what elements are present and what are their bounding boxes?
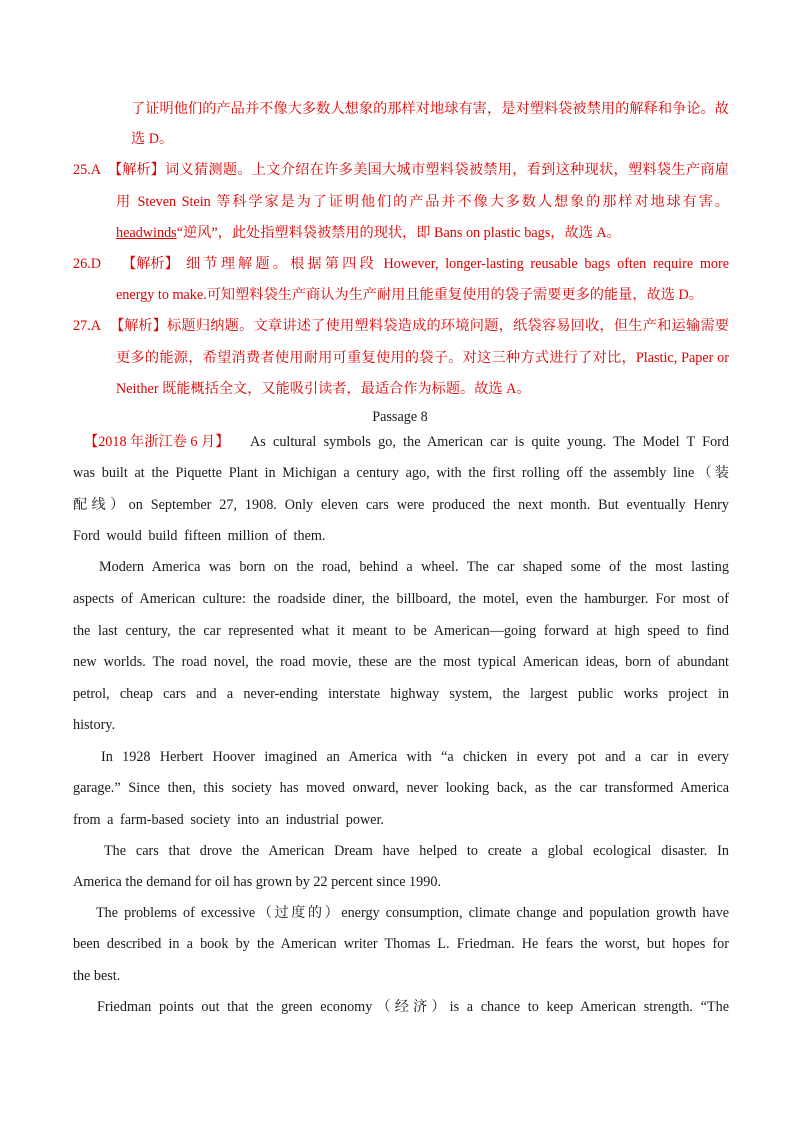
- p4-line-2: America the demand for oil has grown by 22 percent since 1990.: [73, 874, 441, 890]
- p4-line-1: The cars that drove the American Dream have helped to create a global ecological disaster. In: [104, 843, 729, 859]
- p3-line-2: garage.” Since then, this society has moved onward, never looking back, as the car transformed America: [73, 780, 729, 796]
- p2-line-3: the last century, the car represented what it meant to be American—going forward at high speed to find: [73, 623, 729, 639]
- p6-line-1: Friedman points out that the green economy（经济）is a chance to keep American strength. “The: [97, 999, 729, 1015]
- answer-27-line-1: 标题归纳题。文章讲述了使用塑料袋造成的环境问题，纸袋容易回收，但生产和运输需要: [167, 318, 729, 334]
- p2-line-5: petrol, cheap cars and a never-ending interstate highway system, the largest public works project in: [73, 686, 729, 702]
- p2-line-4: new worlds. The road novel, the road movie, these are the most typical American ideas, born of abundant: [73, 654, 729, 670]
- p3-line-1: In 1928 Herbert Hoover imagined an America with “a chicken in every pot and a car in every: [101, 749, 729, 765]
- p5-line-3: the best.: [73, 968, 121, 984]
- passage-source: 【2018 年浙江卷 6 月】: [84, 434, 230, 450]
- p1-line-4: Ford would build fifteen million of them.: [73, 528, 326, 544]
- p2-line-6: history.: [73, 717, 116, 733]
- p1-line-1: As cultural symbols go, the American car is quite young. The Model T Ford: [250, 434, 729, 450]
- p2-line-2: aspects of American culture: the roadside diner, the billboard, the motel, even the hamburger. For most of: [73, 591, 729, 607]
- p1-line-2: was built at the Piquette Plant in Michigan a century ago, with the first rolling off the assembly line（装: [73, 465, 729, 481]
- answer-25-line-3-rest: “逆风”，此处指塑料袋被禁用的现状，即 Bans on plastic bags，故选 A。: [176, 225, 621, 241]
- answer-26-tag: 【解析】: [122, 256, 179, 272]
- answer-25-line-3: [116, 223, 621, 243]
- p5-line-2: been described in a book by the American writer Thomas L. Friedman. He fears the worst, but hopes for: [73, 936, 729, 952]
- answer-26-number: 26.D: [73, 256, 101, 272]
- answer-25-line-2: 用 Steven Stein 等科学家是为了证明他们的产品并不像大多数人想象的那样对地球有害。: [116, 194, 729, 210]
- answer-27-tag: 【解析】: [110, 318, 167, 334]
- p1-line-3: 配线）on September 27, 1908. Only eleven cars were produced the next month. But eventually Henry: [73, 497, 729, 513]
- p5-line-1: The problems of excessive（过度的）energy consumption, climate change and population growth have: [96, 905, 729, 921]
- answer-24-line-2: 选 D。: [131, 131, 174, 147]
- answer-26-line-2: energy to make.可知塑料袋生产商认为生产耐用且能重复使用的袋子需要更多的能量，故选 D。: [116, 287, 703, 303]
- answer-26-line-1: 细节理解题。根据第四段 However, longer-lasting reusable bags often require more: [186, 256, 729, 272]
- answer-27-line-3: Neither 既能概括全文，又能吸引读者，最适合作为标题。故选 A。: [116, 381, 531, 397]
- p2-line-1: Modern America was born on the road, behind a wheel. The car shaped some of the most lasting: [99, 559, 729, 575]
- answer-25-line-1: 词义猜测题。上文介绍在许多美国大城市塑料袋被禁用，看到这种现状，塑料袋生产商雇: [165, 162, 729, 178]
- answer-27-line-2: 更多的能源，希望消费者使用耐用可重复使用的袋子。对这三种方式进行了对比，Plastic, Paper or: [116, 350, 729, 366]
- answer-27-number: 27.A: [73, 318, 101, 334]
- passage-title: Passage 8: [372, 409, 428, 425]
- answer-25-number: 25.A: [73, 162, 101, 178]
- answer-24-line-1: 了证明他们的产品并不像大多数人想象的那样对地球有害，是对塑料袋被禁用的解释和争论。故: [131, 101, 729, 117]
- answer-25-tag: 【解析】: [108, 162, 165, 178]
- headwinds-word: headwinds: [116, 225, 177, 241]
- p3-line-3: from a farm-based society into an industrial power.: [73, 812, 384, 828]
